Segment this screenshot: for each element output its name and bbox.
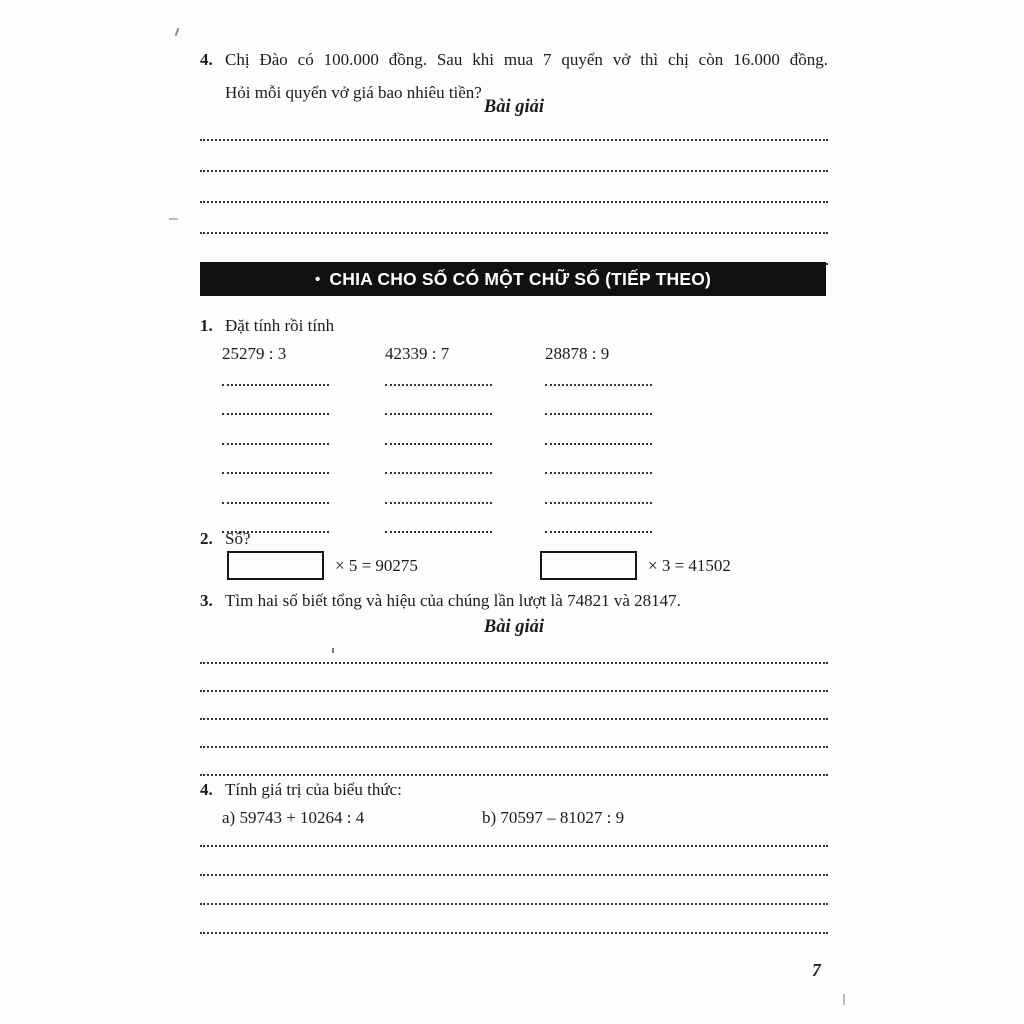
- dotted-answer-line: [545, 415, 652, 445]
- dotted-answer-line: [200, 692, 828, 720]
- exercise-2: 42339 : 7: [385, 344, 450, 363]
- intro-problem-number: 4.: [200, 50, 213, 69]
- problem2-title-row: [200, 529, 828, 549]
- equation-1-text: × 5 = 90275: [335, 555, 418, 575]
- problem3: [200, 591, 828, 611]
- answer-lines-problem3: [200, 636, 828, 776]
- dotted-answer-line: [200, 905, 828, 934]
- problem1-title-row: [200, 316, 828, 336]
- bullet-icon: •: [314, 270, 321, 288]
- dotted-answer-line: [222, 474, 329, 504]
- equation-1: [227, 551, 540, 580]
- exercise-3: 28878 : 9: [545, 344, 610, 363]
- scan-artifact: [175, 28, 180, 36]
- dotted-answer-line: [545, 445, 652, 475]
- dotted-answer-line: [385, 445, 492, 475]
- problem3-number: 3.: [200, 591, 213, 610]
- intro-problem-line-1: Chị Đào có 100.000 đồng. Sau khi mua 7 quyển vở thì chị còn 16.000 đồng.: [225, 50, 828, 69]
- scan-artifact: [332, 648, 334, 653]
- section-title: CHIA CHO SỐ CÓ MỘT CHỮ SỐ (TIẾP THEO): [329, 268, 712, 289]
- equation-2-text: × 3 = 41502: [648, 555, 731, 575]
- answer-box-2: [540, 551, 637, 580]
- problem4: [200, 780, 828, 800]
- dotted-answer-line: [545, 356, 652, 386]
- problem4-title: Tính giá trị của biểu thức:: [225, 780, 402, 799]
- dotted-answer-line: [222, 445, 329, 475]
- dotted-answer-line: [200, 203, 828, 234]
- work-column-1: [222, 356, 385, 533]
- dotted-answer-line: [545, 474, 652, 504]
- problem2-title: Số?: [225, 529, 251, 548]
- problem1: [200, 316, 828, 336]
- problem1-work-area: [200, 356, 850, 533]
- dotted-answer-line: [200, 748, 828, 776]
- dotted-answer-line: [200, 234, 828, 265]
- dotted-answer-line: [200, 110, 828, 141]
- dotted-answer-line: [200, 720, 828, 748]
- dotted-answer-line: [222, 386, 329, 416]
- dotted-answer-line: [200, 664, 828, 692]
- equation-2: [540, 551, 731, 580]
- problem4-title-row: [200, 780, 828, 800]
- dotted-answer-line: [222, 356, 329, 386]
- problem2-equations: [200, 551, 855, 580]
- problem3-text-row: [200, 591, 828, 611]
- problem1-number: 1.: [200, 316, 213, 335]
- dotted-answer-line: [200, 847, 828, 876]
- answer-lines-intro: [200, 110, 828, 265]
- exercise-1: 25279 : 3: [222, 344, 287, 363]
- answer-lines-problem4: [200, 818, 828, 934]
- solution-heading-1: Bài giải: [483, 97, 545, 117]
- section-header: [200, 262, 826, 296]
- problem4-part-b: b) 70597 – 81027 : 9: [482, 808, 625, 827]
- dotted-answer-line: [200, 636, 828, 664]
- dotted-answer-line: [385, 415, 492, 445]
- solution-heading-2: Bài giải: [483, 617, 545, 637]
- page-number: 7: [812, 960, 821, 980]
- dotted-answer-line: [385, 386, 492, 416]
- problem2: [200, 529, 828, 549]
- dotted-answer-line: [222, 415, 329, 445]
- scan-artifact: [843, 994, 845, 1005]
- problem1-title: Đặt tính rồi tính: [225, 316, 335, 335]
- problem4-part-a: a) 59743 + 10264 : 4: [222, 808, 365, 827]
- dotted-answer-line: [200, 876, 828, 905]
- dotted-answer-line: [200, 172, 828, 203]
- work-column-3: [545, 356, 685, 533]
- dotted-answer-line: [385, 474, 492, 504]
- dotted-answer-line: [545, 386, 652, 416]
- dotted-answer-line: [200, 818, 828, 847]
- dotted-answer-line: [385, 356, 492, 386]
- dotted-answer-line: [200, 141, 828, 172]
- problem3-text: Tìm hai số biết tổng và hiệu của chúng lần lượt là 74821 và 28147.: [225, 591, 681, 610]
- scan-artifact: [169, 218, 178, 220]
- answer-box-1: [227, 551, 324, 580]
- work-column-2: [385, 356, 545, 533]
- problem2-number: 2.: [200, 529, 213, 548]
- problem4-number: 4.: [200, 780, 213, 799]
- intro-problem-line-2: Hỏi mỗi quyển vở giá bao nhiêu tiền?: [225, 83, 482, 102]
